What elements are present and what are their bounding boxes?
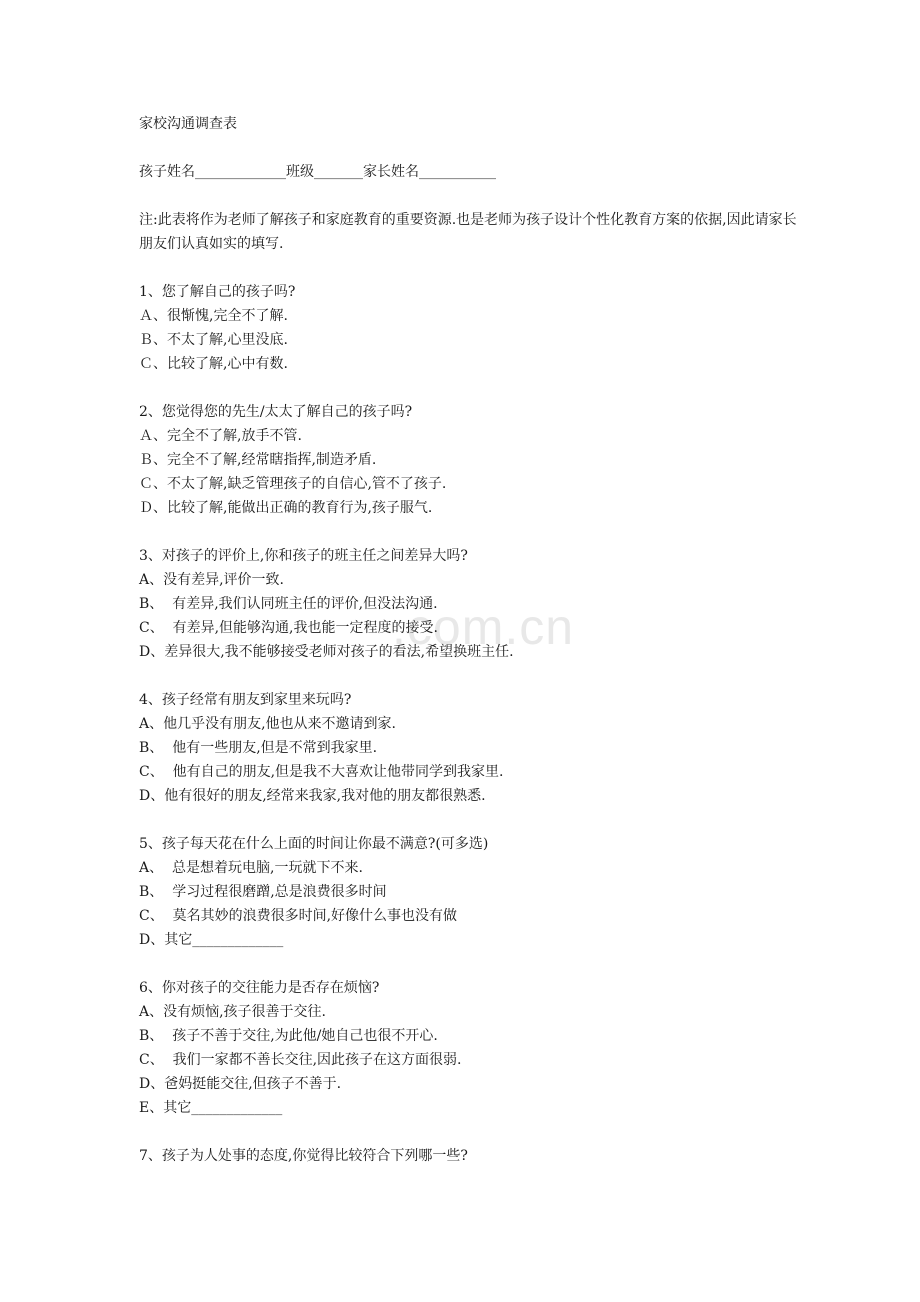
watermark-text: .com.cn (392, 599, 575, 655)
survey-document (139, 112, 799, 1168)
answer-option[interactable]: Ｂ、完全不了解,经常瞎指挥,制造矛盾. (139, 452, 377, 468)
parent-name-blank[interactable]: ___________ (419, 164, 496, 180)
question-block (139, 280, 799, 376)
answer-option[interactable]: D、差异很大,我不能够接受老师对孩子的看法,希望换班主任. (139, 644, 514, 660)
answer-option[interactable]: Ｃ、不太了解,缺乏管理孩子的自信心,管不了孩子. (139, 476, 447, 492)
question-block (139, 544, 799, 664)
note-paragraph: 注:此表将作为老师了解孩子和家庭教育的重要资源.也是老师为孩子设计个性化教育方案的依据,因此请家长朋友们认真如实的填写. (139, 212, 797, 252)
answer-option[interactable]: B、 孩子不善于交往,为此他/她自己也很不开心. (139, 1028, 438, 1044)
answer-option[interactable]: A、没有差异,评价一致. (139, 572, 285, 588)
answer-option[interactable]: A、 总是想着玩电脑,一玩就下不来. (139, 860, 363, 876)
answer-option[interactable]: C、 有差异,但能够沟通,我也能一定程度的接受. (139, 620, 438, 636)
answer-option[interactable]: D、其它_____________ (139, 932, 284, 948)
class-label: 班级 (286, 164, 314, 180)
answer-option[interactable]: A、他几乎没有朋友,他也从来不邀请到家. (139, 716, 397, 732)
question-text: 4、孩子经常有朋友到家里来玩吗? (139, 692, 352, 708)
answer-option[interactable]: B、 学习过程很磨蹭,总是浪费很多时间 (139, 884, 387, 900)
answer-option[interactable]: C、 莫名其妙的浪费很多时间,好像什么事也没有做 (139, 908, 458, 924)
answer-option[interactable]: Ｄ、比较了解,能做出正确的教育行为,孩子服气. (139, 500, 433, 516)
child-name-blank[interactable]: _____________ (195, 164, 286, 180)
class-blank[interactable]: _______ (314, 164, 363, 180)
question-block (139, 400, 799, 520)
answer-option[interactable]: B、 有差异,我们认同班主任的评价,但没法沟通. (139, 596, 438, 612)
questions-list (139, 280, 799, 1168)
question-block (139, 976, 799, 1120)
answer-option[interactable]: E、其它_____________ (139, 1100, 283, 1116)
question-text: 1、您了解自己的孩子吗? (139, 284, 296, 300)
answer-option[interactable]: Ａ、很惭愧,完全不了解. (139, 308, 288, 324)
answer-option[interactable]: D、爸妈挺能交往,但孩子不善于. (139, 1076, 342, 1092)
question-text: 2、您觉得您的先生/太太了解自己的孩子吗? (139, 404, 413, 420)
child-name-label: 孩子姓名 (139, 164, 195, 180)
form-fields-line (139, 160, 799, 184)
answer-option[interactable]: C、 他有自己的朋友,但是我不大喜欢让他带同学到我家里. (139, 764, 504, 780)
question-text: 5、孩子每天花在什么上面的时间让你最不满意?(可多选) (139, 836, 489, 852)
question-text: 7、孩子为人处事的态度,你觉得比较符合下列哪一些? (139, 1148, 468, 1164)
answer-option[interactable]: B、 他有一些朋友,但是不常到我家里. (139, 740, 378, 756)
question-block (139, 832, 799, 952)
answer-option[interactable]: C、 我们一家都不善长交往,因此孩子在这方面很弱. (139, 1052, 462, 1068)
answer-option[interactable]: A、没有烦恼,孩子很善于交往. (139, 1004, 327, 1020)
answer-option[interactable]: Ｃ、比较了解,心中有数. (139, 356, 288, 372)
answer-option[interactable]: Ｂ、不太了解,心里没底. (139, 332, 288, 348)
parent-name-label: 家长姓名 (363, 164, 419, 180)
question-text: 6、你对孩子的交往能力是否存在烦恼? (139, 980, 380, 996)
question-text: 3、对孩子的评价上,你和孩子的班主任之间差异大吗? (139, 548, 468, 564)
document-title: 家校沟通调查表 (139, 116, 237, 132)
question-block (139, 688, 799, 808)
answer-option[interactable]: Ａ、完全不了解,放手不管. (139, 428, 302, 444)
answer-option[interactable]: D、他有很好的朋友,经常来我家,我对他的朋友都很熟悉. (139, 788, 486, 804)
question-block (139, 1144, 799, 1168)
